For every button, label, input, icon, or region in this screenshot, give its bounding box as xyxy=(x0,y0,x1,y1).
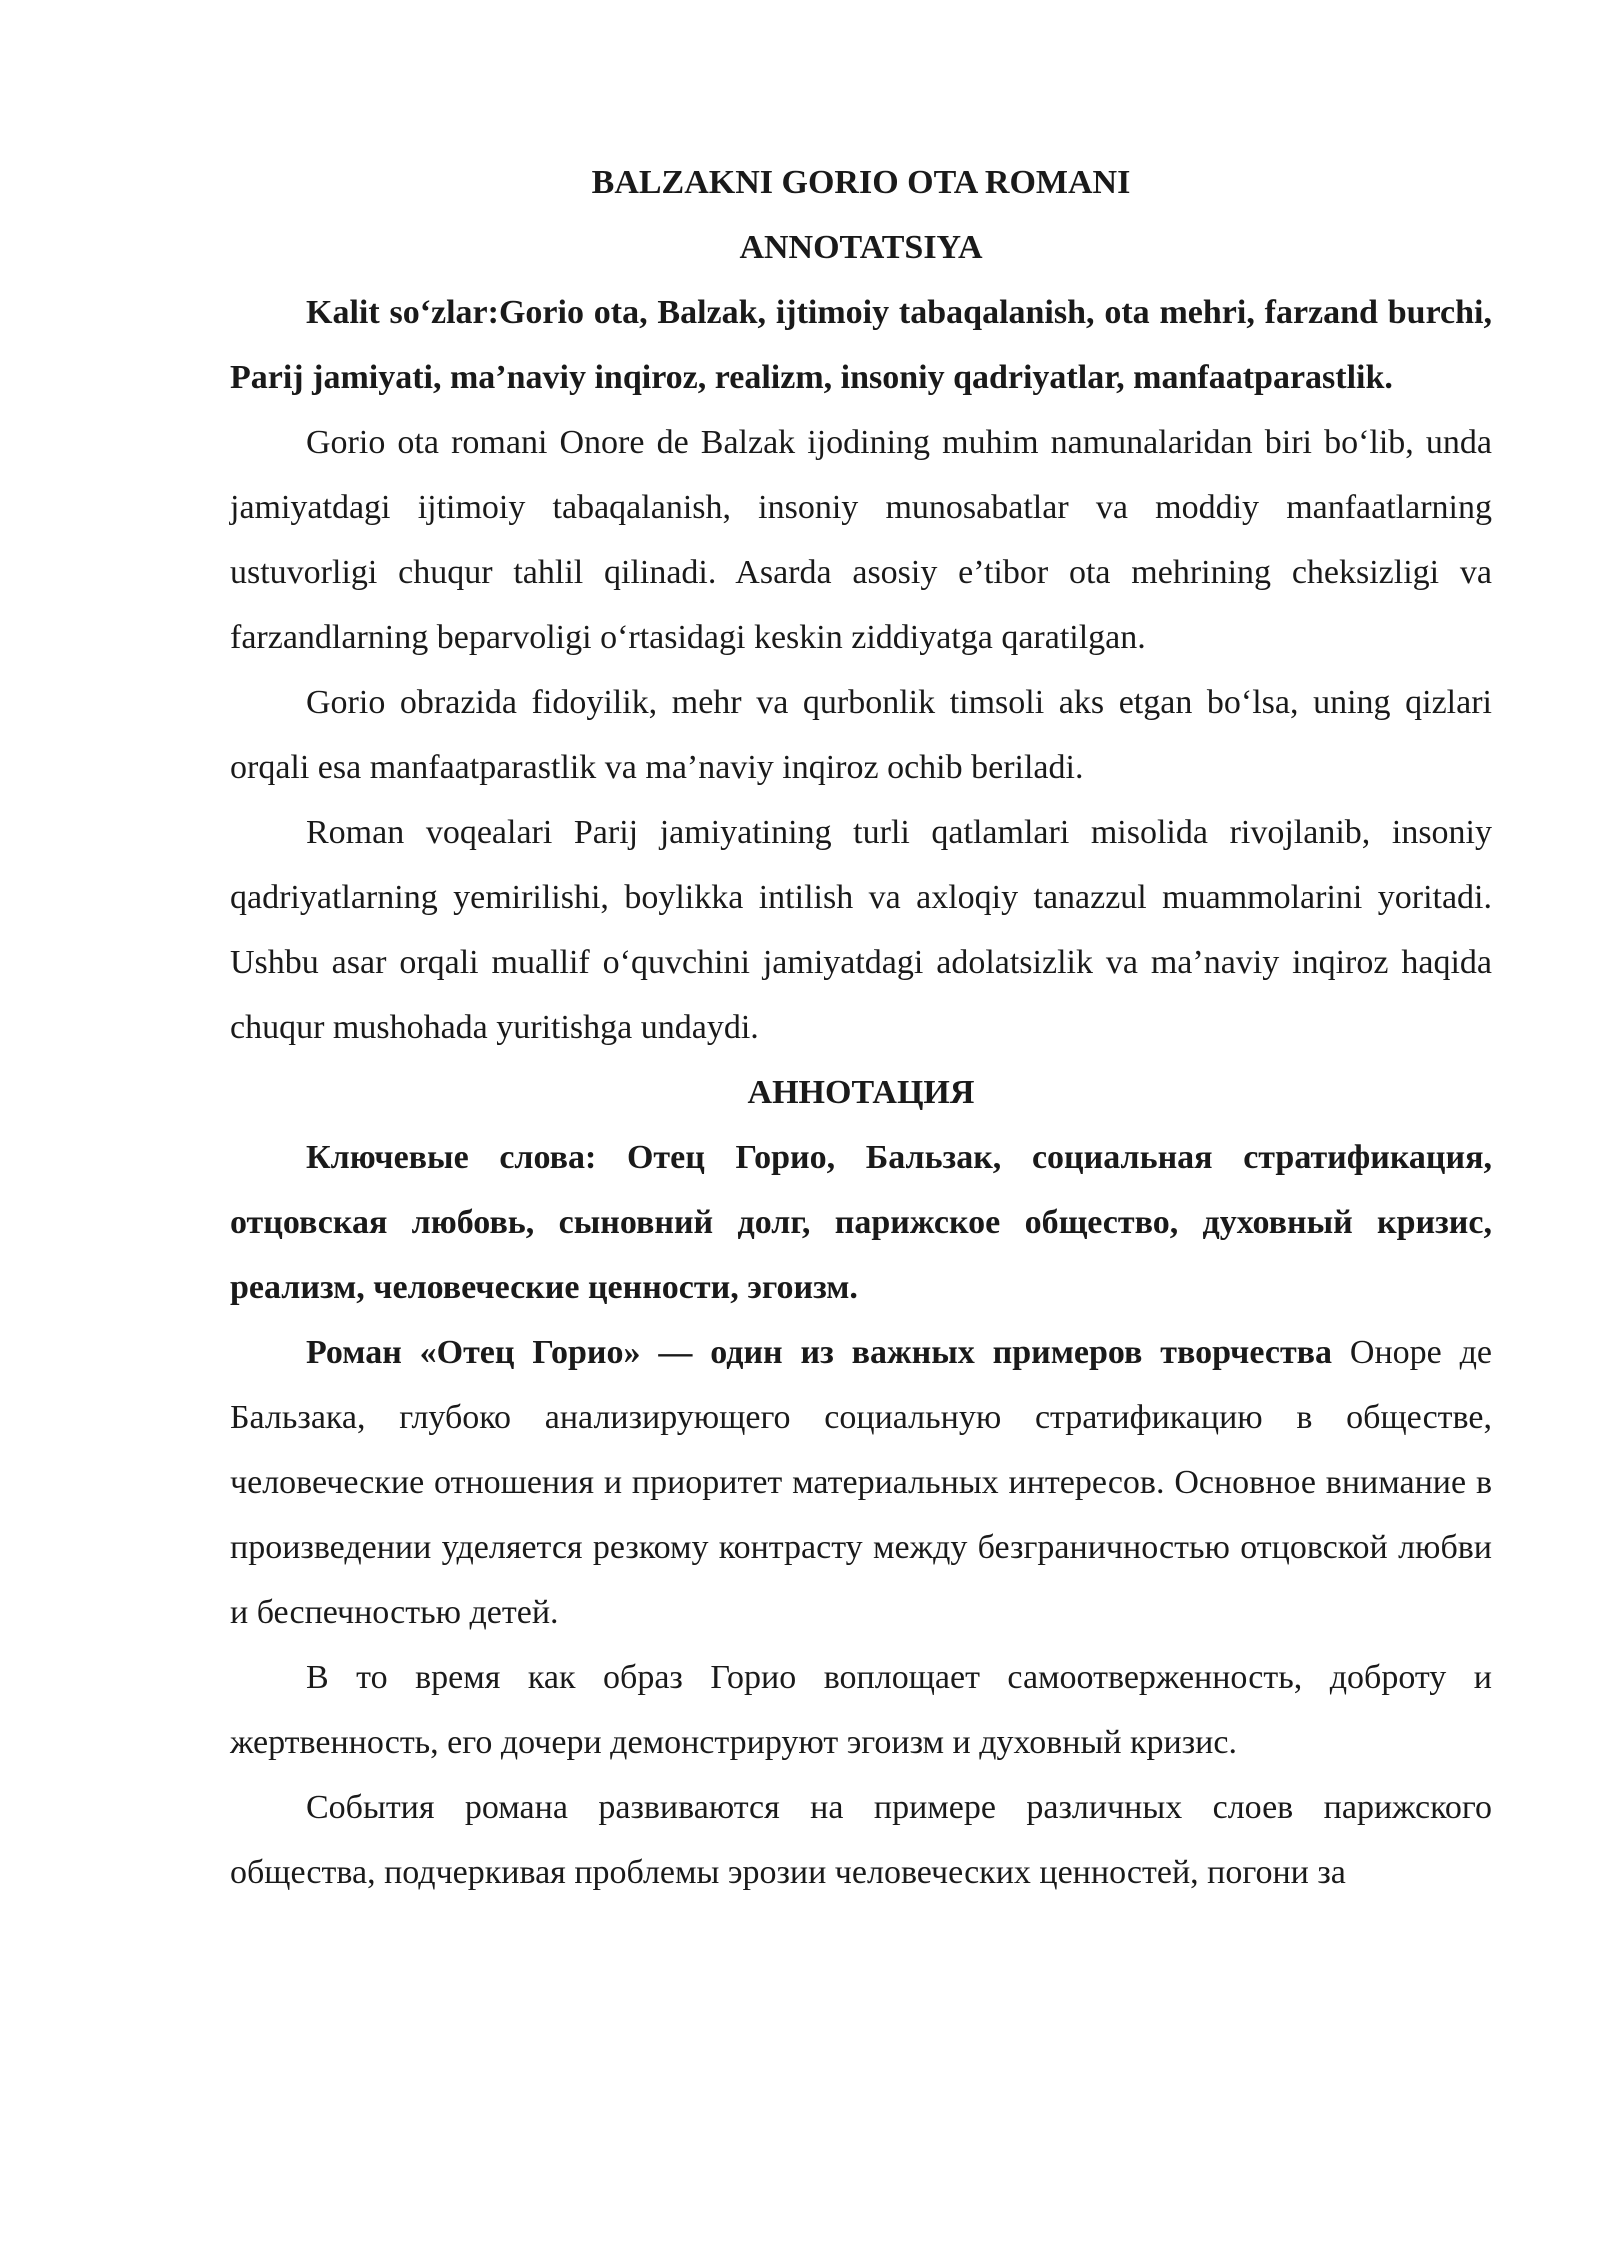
ru-paragraph-1 xyxy=(230,1320,1492,1645)
uz-paragraph-1: Gorio ota romani Onore de Balzak ijodining muhim namunalaridan biri bo‘lib, unda jamiyatdagi ijtimoiy tabaqalanish, insoniy munosabatlar va moddiy manfaatlarning ustuvorligi chuqur tahlil qilinadi. Asarda asosiy e’tibor ota mehrining cheksizligi va farzandlarning beparvoligi o‘rtasidagi keskin ziddiyatga qaratilgan. xyxy=(230,424,1492,656)
ru-annotation-heading: АННОТАЦИЯ xyxy=(747,1074,975,1111)
ru-paragraph-1-bold: Роман «Отец Горио» — один из важных примеров творчества xyxy=(306,1334,1333,1371)
uz-paragraph-2: Gorio obrazida fidoyilik, mehr va qurbonlik timsoli aks etgan bo‘lsa, uning qizlari orqali esa manfaatparastlik va ma’naviy inqiroz ochib beriladi. xyxy=(230,684,1492,786)
uz-paragraph-3: Roman voqealari Parij jamiyatining turli qatlamlari misolida rivojlanib, insoniy qadriyatlarning yemirilishi, boylikka intilish va axloqiy tanazzul muammolarini yoritadi. Ushbu asar orqali muallif o‘quvchini jamiyatdagi adolatsizlik va ma’naviy inqiroz haqida chuqur mushohada yuritishga undaydi. xyxy=(230,814,1492,1046)
document-title: BALZAKNI GORIO OTA ROMANI xyxy=(591,164,1131,201)
ru-paragraph-2: В то время как образ Горио воплощает самоотверженность, доброту и жертвенность, его дочери демонстрируют эгоизм и духовный кризис. xyxy=(230,1659,1492,1761)
document-page xyxy=(230,150,1492,1905)
ru-keywords: Ключевые слова: Отец Горио, Бальзак, социальная стратификация, отцовская любовь, сыновний долг, парижское общество, духовный кризис, реализм, человеческие ценности, эгоизм. xyxy=(230,1139,1492,1306)
ru-paragraph-3: События романа развиваются на примере различных слоев парижского общества, подчеркивая проблемы эрозии человеческих ценностей, погони за xyxy=(230,1789,1492,1891)
uz-keywords: Kalit so‘zlar:Gorio ota, Balzak, ijtimoiy tabaqalanish, ota mehri, farzand burchi, Parij jamiyati, ma’naviy inqiroz, realizm, insoniy qadriyatlar, manfaatparastlik. xyxy=(230,294,1492,396)
uz-annotation-heading: ANNOTATSIYA xyxy=(739,229,983,266)
ru-paragraph-1-rest: Оноре де Бальзака, глубоко анализирующего социальную стратификацию в обществе, человеческие отношения и приоритет материальных интересов. Основное внимание в произведении уделяется резкому контрасту между безграничностью отцовской любви и беспечностью детей. xyxy=(230,1334,1493,1631)
